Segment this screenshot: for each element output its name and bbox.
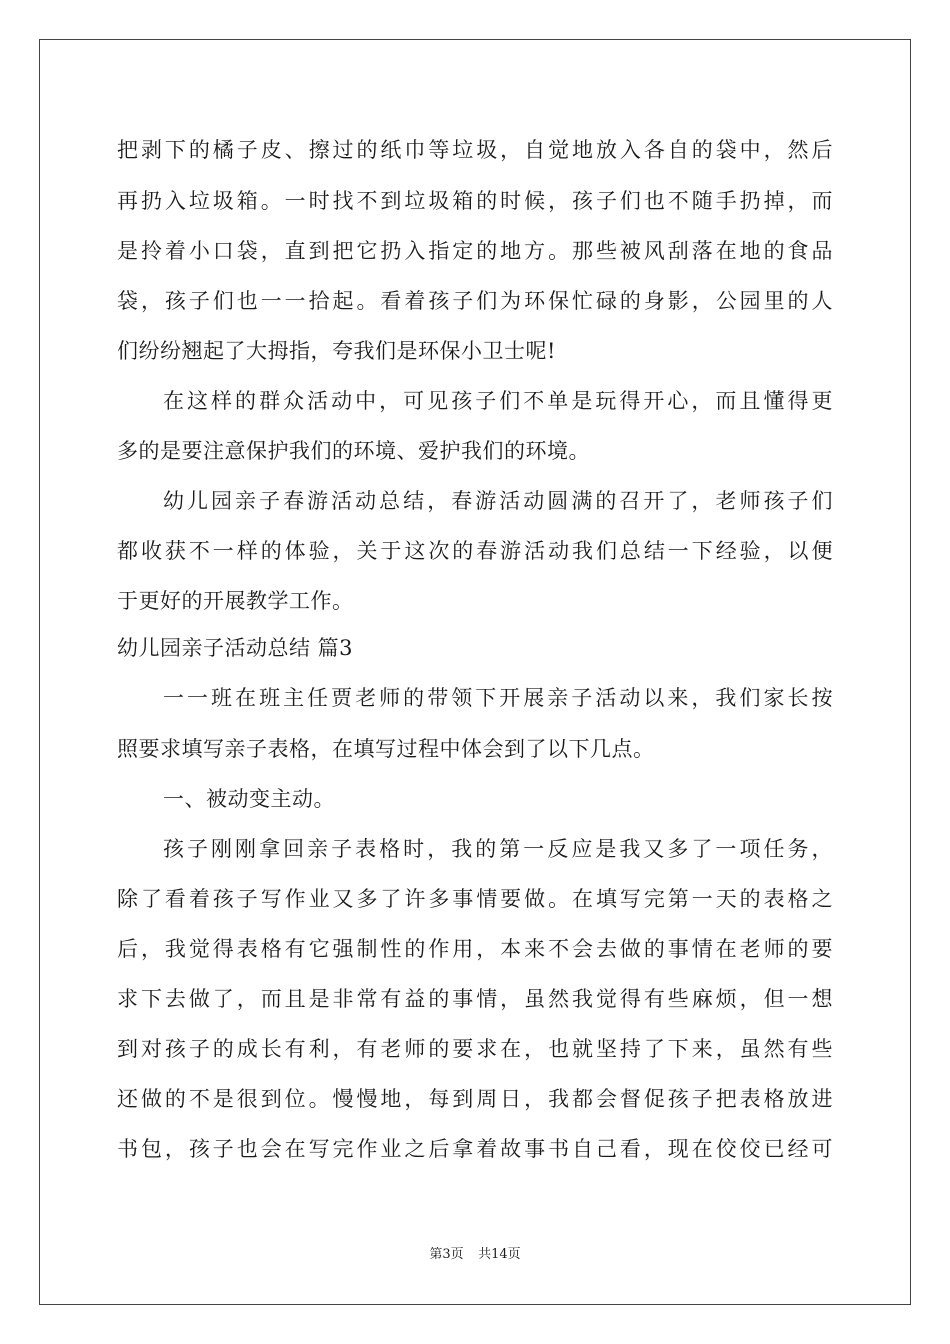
text-line: 孩子刚刚拿回亲子表格时，我的第一反应是我又多了一项任务，	[163, 837, 833, 861]
text-line: 袋，孩子们也一一拾起。看着孩子们为环保忙碌的身影，公园里的人	[117, 289, 833, 313]
text-line: 到对孩子的成长有利，有老师的要求在，也就坚持了下来，虽然有些	[117, 1037, 833, 1061]
page-footer	[0, 1246, 950, 1264]
text-line: 在这样的群众活动中，可见孩子们不单是玩得开心，而且懂得更	[163, 389, 833, 413]
text-line: 再扔入垃圾箱。一时找不到垃圾箱的时候，孩子们也不随手扔掉，而	[117, 189, 833, 213]
text-line: 把剥下的橘子皮、擦过的纸巾等垃圾，自觉地放入各自的袋中，然后	[117, 138, 833, 162]
text-line: 后，我觉得表格有它强制性的作用，本来不会去做的事情在老师的要	[117, 937, 833, 961]
text-line: 多的是要注意保护我们的环境、爱护我们的环境。	[117, 439, 590, 463]
text-line: 还做的不是很到位。慢慢地，每到周日，我都会督促孩子把表格放进	[117, 1087, 833, 1111]
text-line: 除了看着孩子写作业又多了许多事情要做。在填写完第一天的表格之	[117, 887, 833, 911]
text-line: 求下去做了，而且是非常有益的事情，虽然我觉得有些麻烦，但一想	[117, 987, 833, 1011]
text-line: 一一班在班主任贾老师的带领下开展亲子活动以来，我们家长按	[163, 686, 833, 710]
subheading-line: 一、被动变主动。	[163, 787, 335, 811]
text-line: 书包，孩子也会在写完作业之后拿着故事书自己看，现在佼佼已经可	[117, 1137, 833, 1161]
text-line: 是拎着小口袋，直到把它扔入指定的地方。那些被风刮落在地的食品	[117, 239, 833, 263]
text-line: 幼儿园亲子春游活动总结，春游活动圆满的召开了，老师孩子们	[163, 489, 833, 513]
text-line: 都收获不一样的体验，关于这次的春游活动我们总结一下经验，以便	[117, 539, 833, 563]
text-line: 照要求填写亲子表格，在填写过程中体会到了以下几点。	[117, 737, 655, 761]
page-number: 第3页	[429, 1247, 464, 1262]
text-line: 们纷纷翘起了大拇指，夸我们是环保小卫士呢!	[117, 339, 556, 363]
page-total: 共14页	[478, 1247, 521, 1262]
section-heading: 幼儿园亲子活动总结 篇3	[117, 636, 354, 660]
text-line: 于更好的开展教学工作。	[117, 589, 354, 613]
